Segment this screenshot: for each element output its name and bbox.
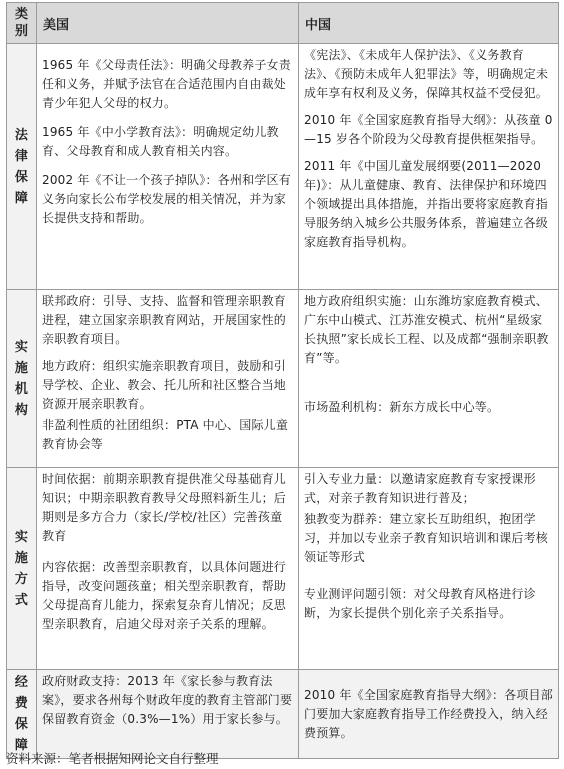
china-cell: [299, 44, 559, 290]
category-cell: 实施机构: [7, 290, 37, 468]
table-row-legal: [7, 44, 559, 290]
table-row-agencies: [7, 290, 559, 468]
china-item: 专业测评问题引领：对父母教育风格进行诊断，为家长提供个别化亲子关系指导。: [304, 587, 536, 620]
china-item: 《宪法》、《未成年人保护法》、《义务教育法》、《预防未成年人犯罪法》等，明确规定未成年享有权利及义务，保障其权益不受侵犯。: [304, 48, 549, 100]
usa-item: 2002 年《不让一个孩子掉队》：各州和学区有义务向家长公布学校发展的相关情况，并为家长提供支持和帮助。: [42, 173, 291, 225]
china-item: 2010 年《全国家庭教育指导大纲》：从孩童 0—15 岁各个阶段为父母教育提供框架指导。: [304, 113, 553, 146]
usa-item: 1965 年《父母责任法》：明确父母教养子女责任和义务，并赋予法官在合适范围内自由裁处青少年犯人父母的权力。: [42, 58, 291, 110]
category-cell: 法律保障: [7, 44, 37, 290]
header-china: 中国: [299, 3, 559, 44]
usa-cell: [37, 44, 299, 290]
china-item: 独教变为群养：建立家长互助组织，抱团学习，并加以专业亲子教育知识培训和课后考核领证等形式: [304, 512, 549, 564]
china-cell: [299, 468, 559, 670]
china-cell: [299, 670, 559, 759]
table-row-methods: [7, 468, 559, 670]
table-row-funding: [7, 670, 559, 759]
usa-item: 联邦政府：引导、支持、监督和管理亲职教育进程，建立国家亲职教育网站，开展国家性的亲职教育项目。: [42, 294, 287, 346]
usa-cell: [37, 290, 299, 468]
usa-cell: [37, 670, 299, 759]
china-item: 2011 年《中国儿童发展纲要(2011—2020 年)》：从儿童健康、教育、法律保护和环境四个领域提出具体措施，并指出要将家庭教育指导服务纳入城乡公共服务体系，普遍建立各级家庭教育指导机构。: [304, 159, 549, 249]
header-usa: 美国: [37, 3, 299, 44]
usa-item: 地方政府：组织实施亲职教育项目，鼓励和引导学校、企业、教会、托儿所和社区整合当地资源开展亲职教育。: [42, 359, 287, 411]
category-cell: 实施方式: [7, 468, 37, 670]
china-item: 引入专业力量：以邀请家庭教育专家授课形式，对亲子教育知识进行普及；: [304, 472, 536, 505]
usa-item: 内容依据：改善型亲职教育，以具体问题进行指导，改变问题孩童；相关型亲职教育，帮助父母提高育儿能力，探索复杂育儿情况；反思型亲职教育，启迪父母对亲子关系的理解。: [42, 560, 287, 631]
source-note: 资料来源：笔者根据知网论文自行整理: [6, 751, 219, 766]
usa-item: 非盈利性质的社团组织：PTA 中心、国际儿童教育协会等: [42, 418, 289, 451]
china-item: 2010 年《全国家庭教育指导大纲》：各项目部门要加大家庭教育指导工作经费投入，纳入经费预算。: [304, 687, 553, 740]
usa-item: 时间依据：前期亲职教育提供准父母基础育儿知识；中期亲职教育教导父母照料新生儿；后期则是多方合力（家长/学校/社区）完善孩童教育: [42, 472, 287, 543]
usa-item: 政府财政支持：2013 年《家长参与教育法案》，要求各州每个财政年度的教育主管部门要保留教育资金（0.3%—1%）用于家长参与。: [42, 674, 293, 726]
header-category: 类别: [7, 3, 37, 44]
china-cell: [299, 290, 559, 468]
usa-item: 1965 年《中小学教育法》：明确规定幼儿教育、父母教育和成人教育相关内容。: [42, 125, 279, 158]
usa-cell: [37, 468, 299, 670]
china-item: 地方政府组织实施：山东潍坊家庭教育模式、广东中山模式、江苏淮安模式、杭州“星级家长执照”家长成长工程、以及成都“强制亲职教育”等。: [304, 294, 549, 365]
table-header-row: [7, 3, 559, 44]
china-item: 市场盈利机构：新东方成长中心等。: [304, 400, 500, 414]
category-cell: 经费保障: [7, 670, 37, 759]
comparison-table: [6, 2, 559, 759]
